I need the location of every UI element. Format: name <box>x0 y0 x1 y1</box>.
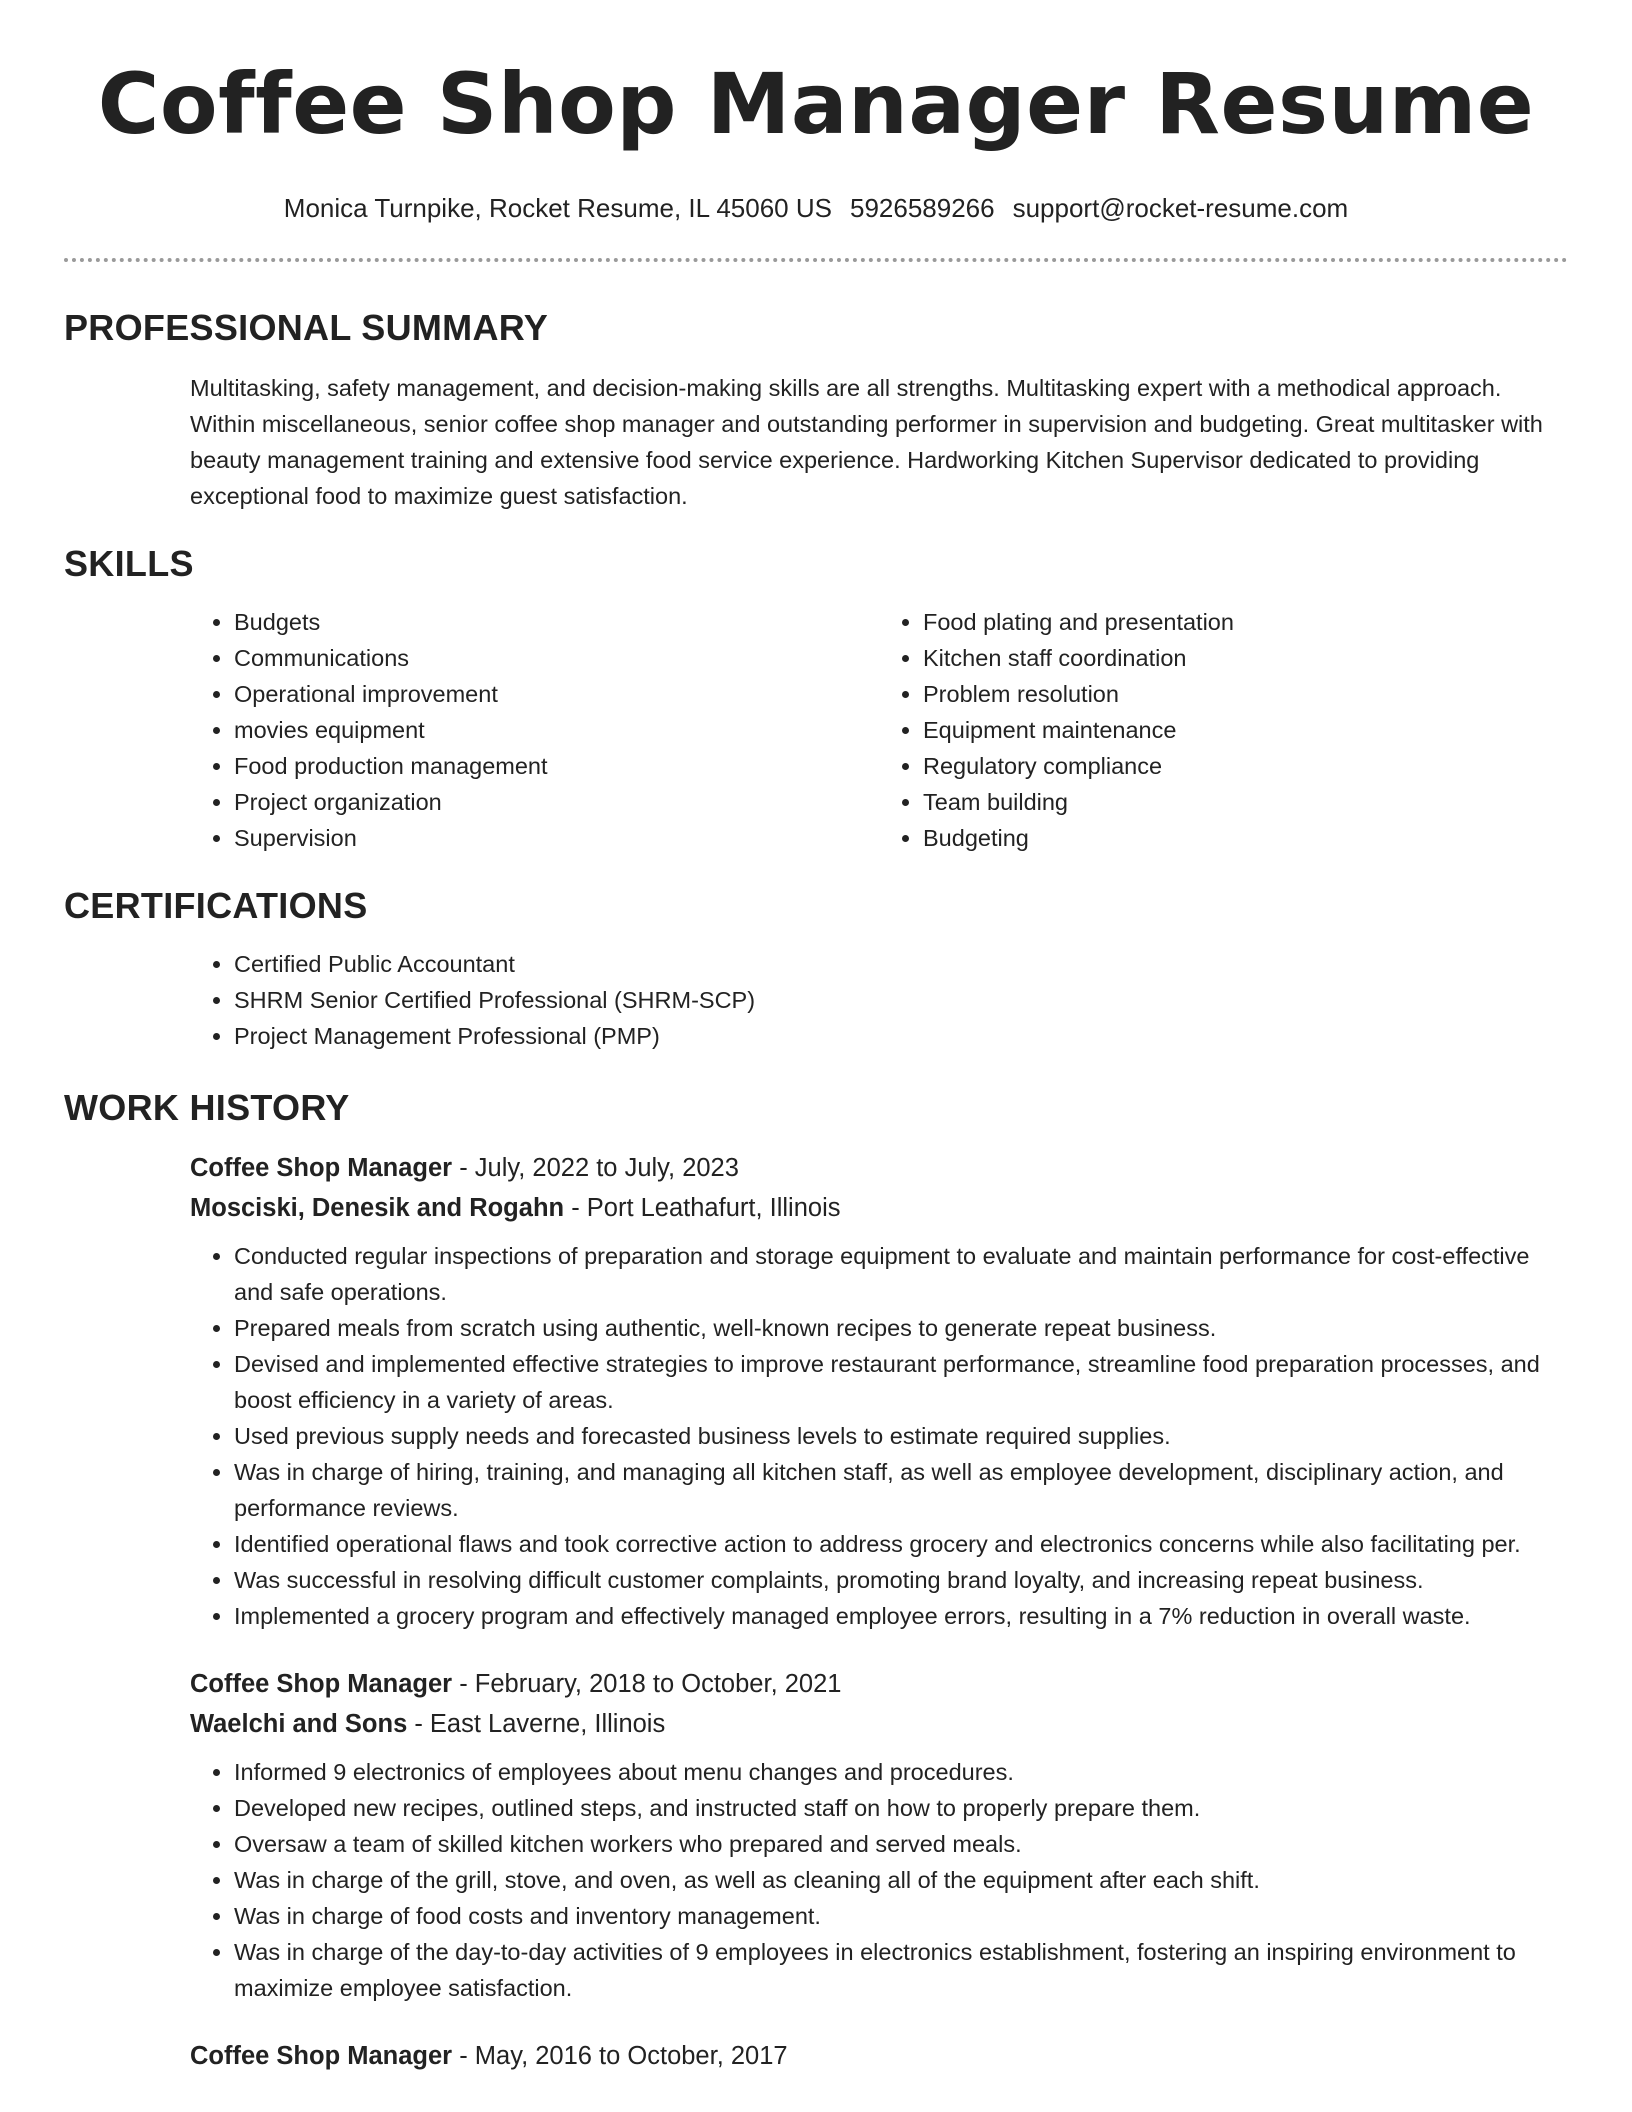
job-role: Coffee Shop Manager <box>190 1670 453 1698</box>
skills-section <box>64 542 1568 856</box>
job-company-line <box>190 1188 1568 1228</box>
job-bullet: • Developed new recipes, outlined steps, and instructed staff on how to properly prepare them. <box>234 1790 1568 1826</box>
job-company-line <box>190 1704 1568 1744</box>
job-bullet: • Used previous supply needs and forecasted business levels to estimate required supplies. <box>234 1418 1568 1454</box>
skills-heading: SKILLS <box>64 543 194 584</box>
job-bullet: • Was successful in resolving difficult customer complaints, promoting brand loyalty, and increasing repeat business. <box>234 1562 1568 1598</box>
skill-item: • Budgeting <box>923 820 1568 856</box>
skills-list-right <box>879 604 1568 856</box>
job-bullet: • Identified operational flaws and took corrective action to address grocery and electronics concerns while also facilitating per. <box>234 1526 1568 1562</box>
contact-line <box>0 192 1632 224</box>
skill-item: • movies equipment <box>234 712 879 748</box>
job-bullet: • Conducted regular inspections of preparation and storage equipment to evaluate and maintain performance for cost-effective and safe operations. <box>234 1238 1568 1310</box>
job-title-line <box>190 2036 1568 2076</box>
skill-item: • Food plating and presentation <box>923 604 1568 640</box>
contact-address: Monica Turnpike, Rocket Resume, IL 45060 US <box>283 193 832 223</box>
certification-item: • Certified Public Accountant <box>234 946 1568 982</box>
header-divider <box>64 258 1568 262</box>
skill-item: • Budgets <box>234 604 879 640</box>
job-bullet: • Was in charge of food costs and inventory management. <box>234 1898 1568 1934</box>
skill-item: • Communications <box>234 640 879 676</box>
job-entry <box>190 2036 1568 2076</box>
skill-item: • Project organization <box>234 784 879 820</box>
skill-item: • Regulatory compliance <box>923 748 1568 784</box>
job-bullet: • Informed 9 electronics of employees about menu changes and procedures. <box>234 1754 1568 1790</box>
job-bullet: • Was in charge of hiring, training, and managing all kitchen staff, as well as employee development, disciplinary action, and performance reviews. <box>234 1454 1568 1526</box>
job-bullet: • Was in charge of the grill, stove, and oven, as well as cleaning all of the equipment after each shift. <box>234 1862 1568 1898</box>
summary-heading: PROFESSIONAL SUMMARY <box>64 307 549 348</box>
job-location: - Port Leathafurt, Illinois <box>564 1194 841 1222</box>
skill-item: • Operational improvement <box>234 676 879 712</box>
summary-text: Multitasking, safety management, and decision-making skills are all strengths. Multitasking expert with a methodical approach. Within miscellaneous, senior coffee shop manager and outstanding performer in supervision and budgeting. Great multitasker with beauty management training and extensive food service experience. Hardworking Kitchen Supervisor dedicated to providing exceptional food to maximize guest satisfaction. <box>190 375 1543 509</box>
certifications-section <box>64 884 1568 1054</box>
certification-item: • Project Management Professional (PMP) <box>234 1018 1568 1054</box>
job-location: - East Laverne, Illinois <box>407 1710 666 1738</box>
job-entry <box>190 1148 1568 1634</box>
job-role: Coffee Shop Manager <box>190 1154 453 1182</box>
contact-phone: 5926589266 <box>849 193 995 223</box>
job-title-line <box>190 1148 1568 1188</box>
job-bullet: • Implemented a grocery program and effectively managed employee errors, resulting in a 7% reduction in overall waste. <box>234 1598 1568 1634</box>
skill-item: • Equipment maintenance <box>923 712 1568 748</box>
job-bullet: • Devised and implemented effective strategies to improve restaurant performance, streamline food preparation processes, and boost efficiency in a variety of areas. <box>234 1346 1568 1418</box>
skill-item: • Problem resolution <box>923 676 1568 712</box>
job-company: Mosciski, Denesik and Rogahn <box>190 1194 565 1222</box>
work-history-heading: WORK HISTORY <box>64 1087 350 1128</box>
job-bullets <box>190 1238 1568 1634</box>
skill-item: • Food production management <box>234 748 879 784</box>
certifications-block <box>190 946 1568 1054</box>
resume-title: Coffee Shop Manager Resume <box>97 55 1535 153</box>
skill-item: • Supervision <box>234 820 879 856</box>
job-company: Waelchi and Sons <box>190 1710 408 1738</box>
job-dates: - May, 2016 to October, 2017 <box>452 2042 788 2070</box>
job-bullet: • Oversaw a team of skilled kitchen workers who prepared and served meals. <box>234 1826 1568 1862</box>
certifications-list <box>190 946 1568 1054</box>
job-dates: - July, 2022 to July, 2023 <box>452 1154 739 1182</box>
certification-item: • SHRM Senior Certified Professional (SHRM-SCP) <box>234 982 1568 1018</box>
job-bullet: • Was in charge of the day-to-day activities of 9 employees in electronics establishment, fostering an inspiring environment to maximize employee satisfaction. <box>234 1934 1568 2006</box>
work-history-section <box>64 1086 1568 2076</box>
skill-item: • Kitchen staff coordination <box>923 640 1568 676</box>
skill-item: • Team building <box>923 784 1568 820</box>
job-bullets <box>190 1754 1568 2006</box>
job-entry <box>190 1664 1568 2006</box>
contact-email: support@rocket-resume.com <box>1012 193 1349 223</box>
job-dates: - February, 2018 to October, 2021 <box>452 1670 842 1698</box>
job-title-line <box>190 1664 1568 1704</box>
summary-section <box>64 306 1568 514</box>
job-bullet: • Prepared meals from scratch using authentic, well-known recipes to generate repeat business. <box>234 1310 1568 1346</box>
skills-grid <box>190 604 1568 856</box>
certifications-heading: CERTIFICATIONS <box>64 885 368 926</box>
skills-list-left <box>190 604 879 856</box>
job-role: Coffee Shop Manager <box>190 2042 453 2070</box>
